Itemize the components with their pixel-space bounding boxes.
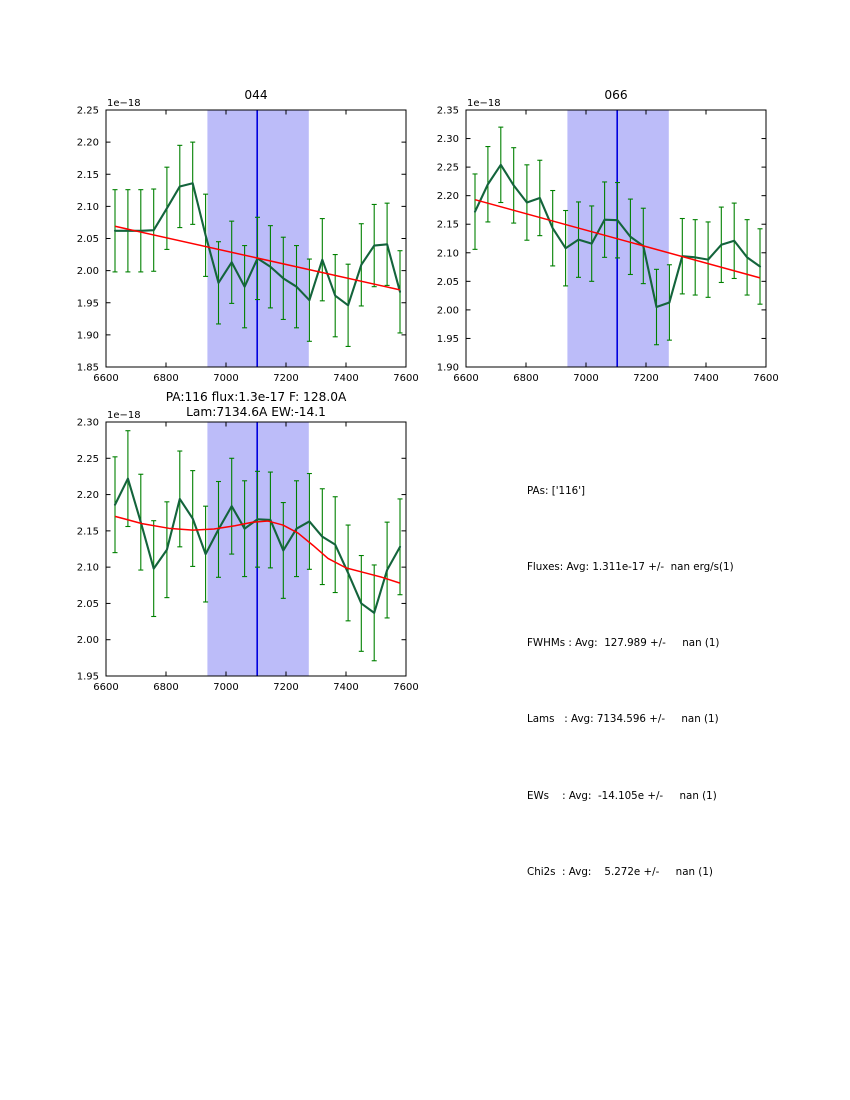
y-tick-label: 2.20	[76, 137, 99, 149]
stats-line-pas: PAs: ['116']	[527, 484, 586, 497]
highlight-band	[207, 110, 308, 367]
x-tick-label: 6600	[453, 373, 479, 384]
y-axis-offset-label: 1e−18	[467, 98, 501, 109]
y-tick-label: 2.10	[76, 562, 99, 574]
y-tick-label: 2.20	[436, 191, 459, 203]
y-tick-label: 2.30	[436, 134, 459, 146]
stats-line-fluxes: Fluxes: Avg: 1.311e-17 +/- nan erg/s(1)	[527, 561, 734, 574]
stats-line-lams: Lams : Avg: 7134.596 +/- nan (1)	[527, 713, 719, 726]
x-tick-label: 7600	[753, 373, 779, 384]
stats-line-ews: EWs : Avg: -14.105e +/- nan (1)	[527, 789, 717, 802]
plot-title: 066	[604, 88, 628, 102]
y-tick-label: 2.00	[436, 305, 459, 317]
y-tick-label: 2.15	[76, 169, 99, 181]
y-tick-label: 2.10	[76, 201, 99, 213]
y-tick-label: 1.85	[76, 362, 99, 374]
y-tick-label: 2.15	[436, 219, 459, 231]
y-tick-label: 2.25	[436, 162, 459, 174]
y-tick-label: 2.05	[76, 234, 99, 245]
y-tick-label: 2.05	[76, 598, 99, 610]
plot-044	[77, 88, 419, 384]
x-tick-label: 7400	[333, 682, 359, 693]
x-tick-label: 6800	[513, 373, 539, 384]
y-tick-label: 2.30	[76, 417, 99, 429]
y-tick-label: 1.95	[436, 333, 459, 345]
y-tick-label: 2.35	[436, 105, 459, 117]
y-axis-offset-label: 1e−18	[107, 410, 141, 421]
stats-line-chi2s: Chi2s : Avg: 5.272e +/- nan (1)	[527, 865, 713, 878]
y-tick-label: 1.90	[76, 330, 99, 342]
y-axis-offset-label: 1e−18	[107, 98, 141, 109]
x-tick-label: 6600	[93, 682, 119, 693]
y-tick-label: 2.00	[76, 635, 99, 647]
y-tick-label: 1.95	[76, 298, 99, 310]
x-tick-label: 7000	[213, 682, 239, 693]
x-tick-label: 6800	[153, 682, 179, 693]
x-tick-label: 7000	[573, 373, 599, 384]
x-tick-label: 7200	[633, 373, 659, 384]
x-tick-label: 6800	[153, 373, 179, 384]
y-tick-label: 2.25	[76, 453, 99, 465]
y-tick-label: 1.95	[76, 671, 99, 683]
y-tick-label: 2.00	[76, 266, 99, 278]
y-tick-label: 2.25	[76, 105, 99, 117]
x-tick-label: 7600	[393, 682, 419, 693]
x-tick-label: 7400	[693, 373, 719, 384]
highlight-band	[207, 422, 308, 676]
y-tick-label: 1.90	[436, 362, 459, 374]
y-tick-label: 2.15	[76, 526, 99, 538]
plot-title: 044	[244, 88, 268, 102]
stats-panel	[527, 428, 734, 936]
plot-title: PA:116 flux:1.3e-17 F: 128.0A	[165, 390, 347, 404]
plot-title: Lam:7134.6A EW:-14.1	[186, 405, 326, 419]
y-tick-label: 2.20	[76, 490, 99, 502]
x-tick-label: 7200	[273, 682, 299, 693]
x-tick-label: 7600	[393, 373, 419, 384]
stats-line-fwhms: FWHMs : Avg: 127.989 +/- nan (1)	[527, 637, 720, 650]
x-tick-label: 7000	[213, 373, 239, 384]
x-tick-label: 7400	[333, 373, 359, 384]
plot-066	[437, 88, 779, 384]
y-tick-label: 2.10	[436, 248, 459, 260]
y-tick-label: 2.05	[436, 276, 459, 288]
plot-stack	[77, 390, 419, 693]
x-tick-label: 6600	[93, 373, 119, 384]
x-tick-label: 7200	[273, 373, 299, 384]
